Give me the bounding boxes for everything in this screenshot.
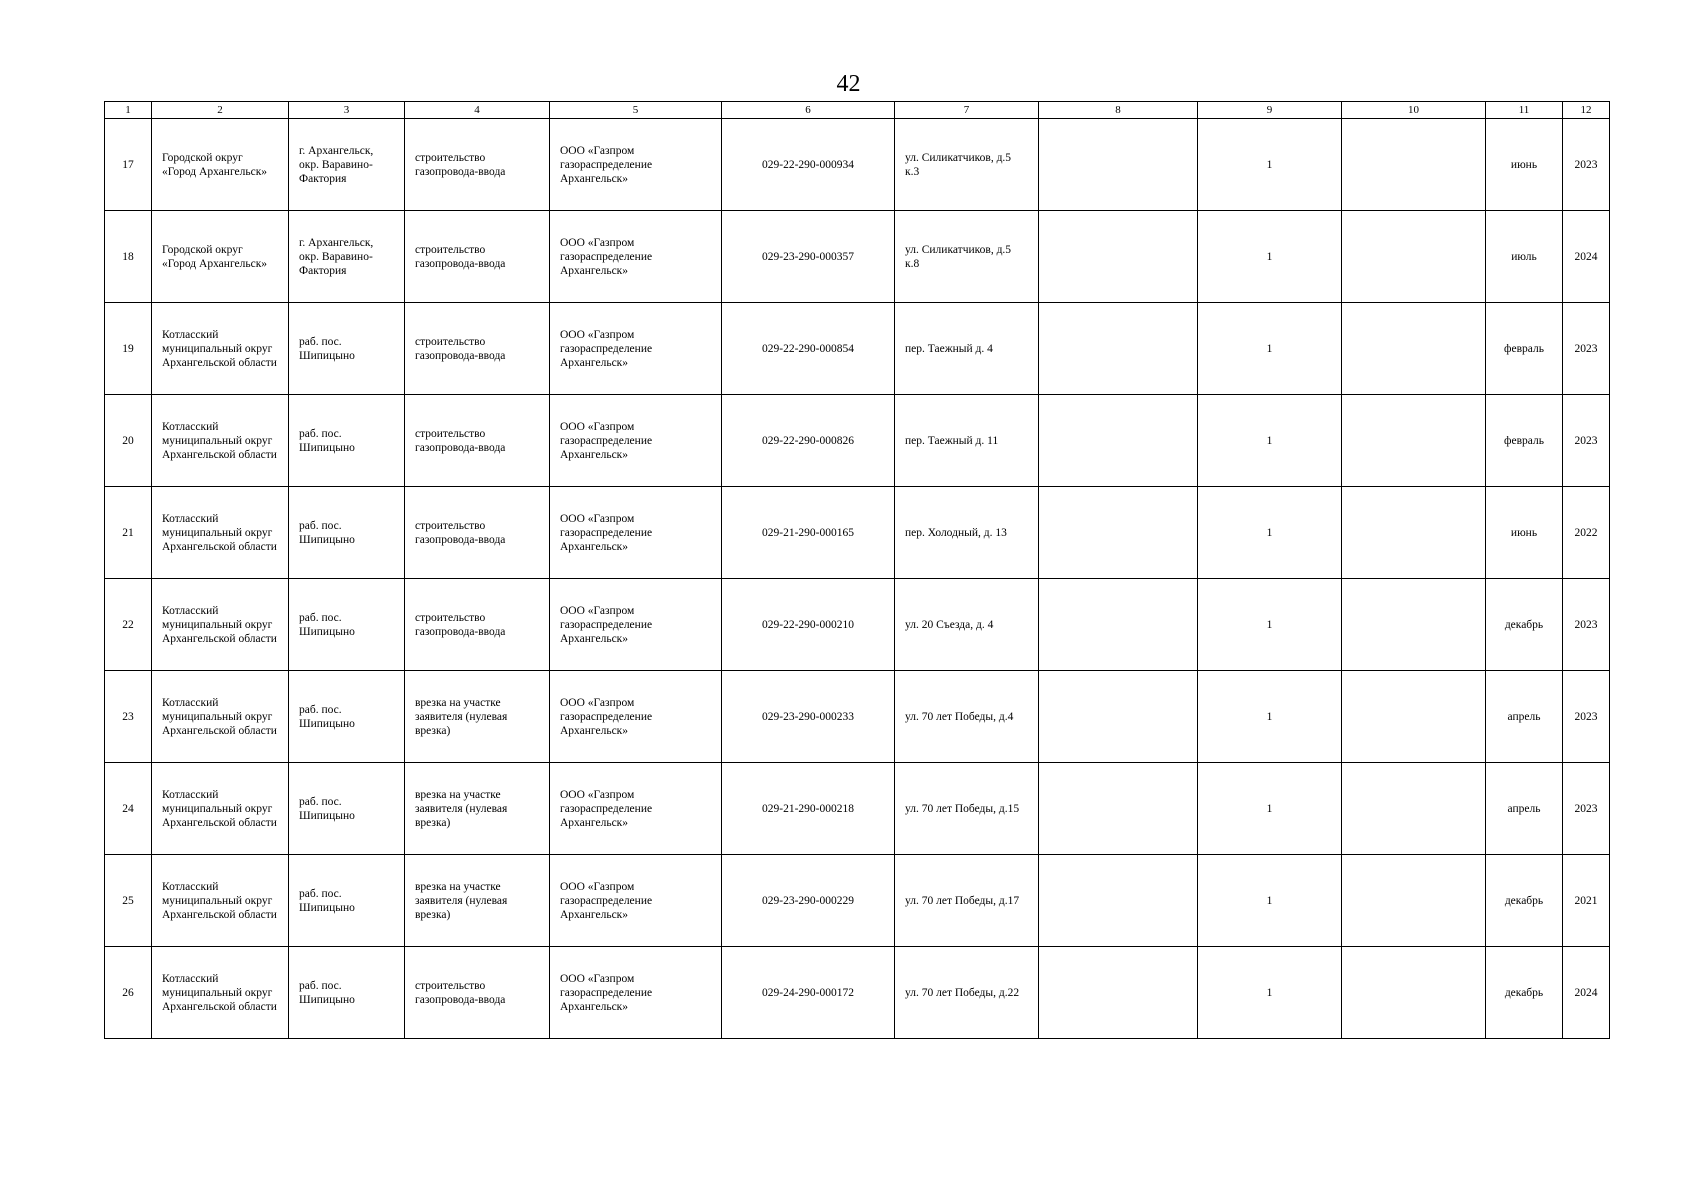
work-type-cell: строительство газопровода-ввода (405, 395, 550, 487)
column-number-header: 12 (1563, 102, 1610, 119)
table-row (105, 855, 1610, 947)
column-number-header: 6 (722, 102, 895, 119)
column-8-cell (1039, 303, 1198, 395)
work-type-cell: врезка на участке заявителя (нулевая врезка) (405, 763, 550, 855)
column-number-header: 9 (1198, 102, 1342, 119)
application-code-cell: 029-23-290-000233 (722, 671, 895, 763)
organization-cell: ООО «Газпром газораспределение Архангельск» (550, 671, 722, 763)
count-cell: 1 (1198, 487, 1342, 579)
year-cell: 2023 (1563, 119, 1610, 211)
column-number-header: 11 (1486, 102, 1563, 119)
organization-cell: ООО «Газпром газораспределение Архангельск» (550, 487, 722, 579)
work-type-cell: строительство газопровода-ввода (405, 119, 550, 211)
organization-cell: ООО «Газпром газораспределение Архангельск» (550, 763, 722, 855)
row-number-cell: 18 (105, 211, 152, 303)
count-cell: 1 (1198, 671, 1342, 763)
municipality-cell: Котласский муниципальный округ Архангельской области (152, 395, 289, 487)
count-cell: 1 (1198, 211, 1342, 303)
row-number-cell: 22 (105, 579, 152, 671)
column-8-cell (1039, 763, 1198, 855)
work-type-cell: врезка на участке заявителя (нулевая врезка) (405, 855, 550, 947)
month-cell: февраль (1486, 395, 1563, 487)
locality-cell: раб. пос. Шипицыно (289, 303, 405, 395)
municipality-cell: Городской округ «Город Архангельск» (152, 119, 289, 211)
municipality-cell: Котласский муниципальный округ Архангельской области (152, 855, 289, 947)
column-number-header: 8 (1039, 102, 1198, 119)
count-cell: 1 (1198, 579, 1342, 671)
locality-cell: г. Архангельск, окр. Варавино-Фактория (289, 119, 405, 211)
locality-cell: раб. пос. Шипицыно (289, 763, 405, 855)
table-row (105, 763, 1610, 855)
month-cell: июнь (1486, 119, 1563, 211)
municipality-cell: Котласский муниципальный округ Архангельской области (152, 303, 289, 395)
year-cell: 2022 (1563, 487, 1610, 579)
column-10-cell (1342, 855, 1486, 947)
address-cell: ул. Силикатчиков, д.5 к.3 (895, 119, 1039, 211)
address-cell: пер. Таежный д. 11 (895, 395, 1039, 487)
table-row (105, 579, 1610, 671)
year-cell: 2023 (1563, 395, 1610, 487)
application-code-cell: 029-22-290-000934 (722, 119, 895, 211)
column-8-cell (1039, 487, 1198, 579)
municipality-cell: Котласский муниципальный округ Архангельской области (152, 947, 289, 1039)
application-code-cell: 029-22-290-000210 (722, 579, 895, 671)
locality-cell: раб. пос. Шипицыно (289, 579, 405, 671)
count-cell: 1 (1198, 855, 1342, 947)
count-cell: 1 (1198, 395, 1342, 487)
application-code-cell: 029-23-290-000357 (722, 211, 895, 303)
municipality-cell: Котласский муниципальный округ Архангельской области (152, 487, 289, 579)
column-10-cell (1342, 947, 1486, 1039)
page-number: 42 (836, 71, 861, 97)
column-number-header: 2 (152, 102, 289, 119)
column-10-cell (1342, 671, 1486, 763)
table-row (105, 671, 1610, 763)
organization-cell: ООО «Газпром газораспределение Архангельск» (550, 579, 722, 671)
application-code-cell: 029-22-290-000826 (722, 395, 895, 487)
column-10-cell (1342, 119, 1486, 211)
locality-cell: раб. пос. Шипицыно (289, 855, 405, 947)
locality-cell: раб. пос. Шипицыно (289, 395, 405, 487)
year-cell: 2024 (1563, 947, 1610, 1039)
address-cell: ул. 70 лет Победы, д.17 (895, 855, 1039, 947)
organization-cell: ООО «Газпром газораспределение Архангельск» (550, 303, 722, 395)
count-cell: 1 (1198, 119, 1342, 211)
locality-cell: раб. пос. Шипицыно (289, 487, 405, 579)
row-number-cell: 26 (105, 947, 152, 1039)
column-8-cell (1039, 579, 1198, 671)
column-10-cell (1342, 395, 1486, 487)
table-row (105, 211, 1610, 303)
column-number-header: 10 (1342, 102, 1486, 119)
year-cell: 2023 (1563, 579, 1610, 671)
municipality-cell: Котласский муниципальный округ Архангельской области (152, 763, 289, 855)
locality-cell: г. Архангельск, окр. Варавино-Фактория (289, 211, 405, 303)
work-type-cell: строительство газопровода-ввода (405, 579, 550, 671)
work-type-cell: врезка на участке заявителя (нулевая врезка) (405, 671, 550, 763)
row-number-cell: 17 (105, 119, 152, 211)
municipality-cell: Котласский муниципальный округ Архангельской области (152, 579, 289, 671)
application-code-cell: 029-21-290-000218 (722, 763, 895, 855)
column-number-header: 4 (405, 102, 550, 119)
row-number-cell: 20 (105, 395, 152, 487)
address-cell: ул. 70 лет Победы, д.15 (895, 763, 1039, 855)
count-cell: 1 (1198, 763, 1342, 855)
year-cell: 2021 (1563, 855, 1610, 947)
work-type-cell: строительство газопровода-ввода (405, 487, 550, 579)
column-10-cell (1342, 763, 1486, 855)
work-type-cell: строительство газопровода-ввода (405, 303, 550, 395)
column-8-cell (1039, 855, 1198, 947)
column-8-cell (1039, 947, 1198, 1039)
table-row (105, 303, 1610, 395)
work-type-cell: строительство газопровода-ввода (405, 947, 550, 1039)
column-10-cell (1342, 303, 1486, 395)
address-cell: ул. Силикатчиков, д.5 к.8 (895, 211, 1039, 303)
month-cell: декабрь (1486, 579, 1563, 671)
month-cell: апрель (1486, 671, 1563, 763)
year-cell: 2023 (1563, 303, 1610, 395)
table-row (105, 395, 1610, 487)
organization-cell: ООО «Газпром газораспределение Архангельск» (550, 855, 722, 947)
table-row (105, 119, 1610, 211)
municipality-cell: Городской округ «Город Архангельск» (152, 211, 289, 303)
organization-cell: ООО «Газпром газораспределение Архангельск» (550, 119, 722, 211)
month-cell: июль (1486, 211, 1563, 303)
organization-cell: ООО «Газпром газораспределение Архангельск» (550, 211, 722, 303)
column-8-cell (1039, 671, 1198, 763)
locality-cell: раб. пос. Шипицыно (289, 671, 405, 763)
year-cell: 2023 (1563, 671, 1610, 763)
work-type-cell: строительство газопровода-ввода (405, 211, 550, 303)
month-cell: апрель (1486, 763, 1563, 855)
column-number-row (105, 102, 1610, 119)
count-cell: 1 (1198, 303, 1342, 395)
application-code-cell: 029-24-290-000172 (722, 947, 895, 1039)
application-code-cell: 029-21-290-000165 (722, 487, 895, 579)
address-cell: ул. 20 Съезда, д. 4 (895, 579, 1039, 671)
table-row (105, 487, 1610, 579)
application-code-cell: 029-23-290-000229 (722, 855, 895, 947)
column-number-header: 5 (550, 102, 722, 119)
year-cell: 2023 (1563, 763, 1610, 855)
table-body (105, 102, 1610, 1039)
locality-cell: раб. пос. Шипицыно (289, 947, 405, 1039)
address-cell: пер. Таежный д. 4 (895, 303, 1039, 395)
column-8-cell (1039, 211, 1198, 303)
month-cell: февраль (1486, 303, 1563, 395)
row-number-cell: 19 (105, 303, 152, 395)
month-cell: декабрь (1486, 855, 1563, 947)
address-cell: ул. 70 лет Победы, д.22 (895, 947, 1039, 1039)
column-number-header: 7 (895, 102, 1039, 119)
registry-table (104, 101, 1610, 1039)
row-number-cell: 23 (105, 671, 152, 763)
municipality-cell: Котласский муниципальный округ Архангельской области (152, 671, 289, 763)
address-cell: пер. Холодный, д. 13 (895, 487, 1039, 579)
column-number-header: 1 (105, 102, 152, 119)
organization-cell: ООО «Газпром газораспределение Архангельск» (550, 395, 722, 487)
column-8-cell (1039, 395, 1198, 487)
table-row (105, 947, 1610, 1039)
application-code-cell: 029-22-290-000854 (722, 303, 895, 395)
column-10-cell (1342, 579, 1486, 671)
row-number-cell: 21 (105, 487, 152, 579)
count-cell: 1 (1198, 947, 1342, 1039)
month-cell: июнь (1486, 487, 1563, 579)
year-cell: 2024 (1563, 211, 1610, 303)
address-cell: ул. 70 лет Победы, д.4 (895, 671, 1039, 763)
column-10-cell (1342, 487, 1486, 579)
row-number-cell: 25 (105, 855, 152, 947)
column-8-cell (1039, 119, 1198, 211)
organization-cell: ООО «Газпром газораспределение Архангельск» (550, 947, 722, 1039)
column-number-header: 3 (289, 102, 405, 119)
row-number-cell: 24 (105, 763, 152, 855)
month-cell: декабрь (1486, 947, 1563, 1039)
column-10-cell (1342, 211, 1486, 303)
